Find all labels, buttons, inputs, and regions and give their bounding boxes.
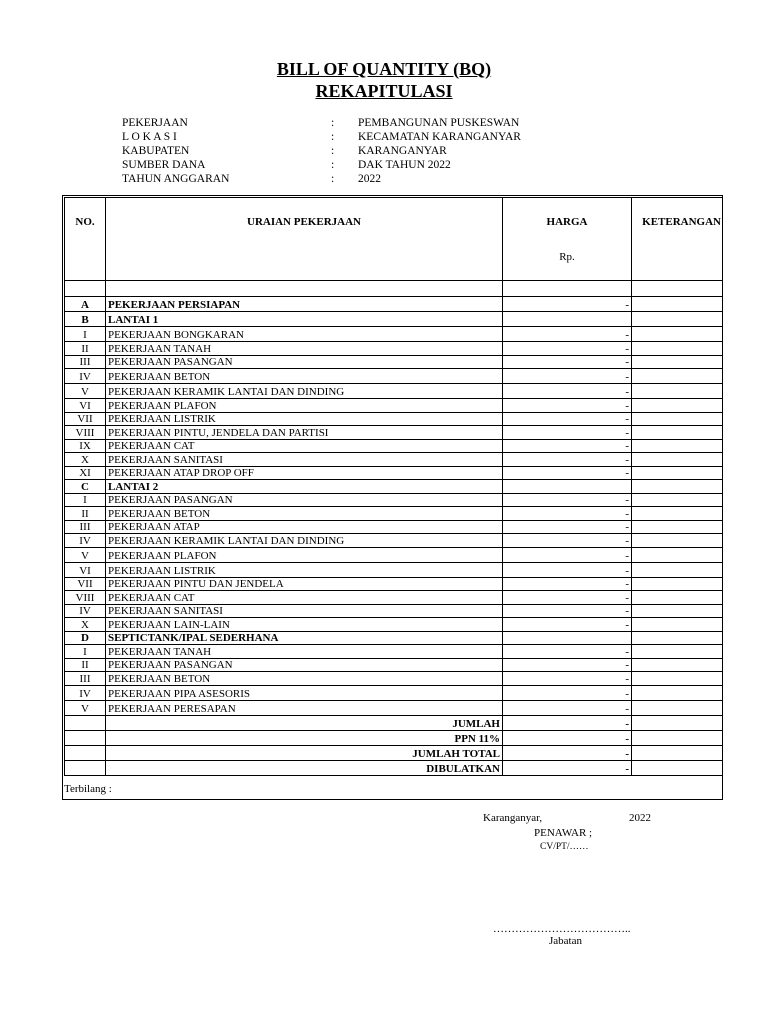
table-row — [65, 369, 723, 384]
total-empty-cell — [65, 715, 106, 730]
row-number: II — [65, 342, 106, 356]
row-keterangan — [632, 355, 723, 369]
info-value: PEMBANGUNAN PUSKESWAN — [358, 117, 520, 129]
signature-line: ……………………………….. — [493, 923, 631, 935]
signature-year: 2022 — [629, 812, 651, 824]
info-value: 2022 — [358, 173, 381, 185]
row-amount: - — [503, 591, 632, 605]
row-description: LANTAI 1 — [106, 312, 503, 327]
row-amount: - — [503, 399, 632, 413]
table-row — [65, 591, 723, 605]
row-amount — [503, 631, 632, 645]
info-label: PEKERJAAN — [122, 117, 188, 129]
row-keterangan — [632, 453, 723, 467]
row-number: VI — [65, 562, 106, 577]
row-keterangan — [632, 520, 723, 534]
info-label: L O K A S I — [122, 131, 177, 143]
row-amount: - — [503, 369, 632, 384]
table-row — [65, 507, 723, 521]
row-amount: - — [503, 520, 632, 534]
row-number: II — [65, 658, 106, 672]
row-amount: - — [503, 604, 632, 618]
signature-company: CV/PT/…… — [540, 842, 589, 852]
row-description: PEKERJAAN PERSIAPAN — [106, 297, 503, 312]
table-row — [65, 672, 723, 686]
table-row — [65, 685, 723, 700]
header-no: NO. — [65, 198, 106, 281]
total-empty-cell — [65, 760, 106, 775]
row-number: X — [65, 453, 106, 467]
table-row — [65, 453, 723, 467]
total-row — [65, 745, 723, 760]
row-amount: - — [503, 466, 632, 480]
table-header — [65, 198, 723, 281]
row-description: PEKERJAAN TANAH — [106, 645, 503, 659]
row-keterangan — [632, 672, 723, 686]
total-keterangan — [632, 760, 723, 775]
row-keterangan — [632, 412, 723, 426]
info-colon: : — [331, 173, 335, 185]
total-row — [65, 730, 723, 745]
row-description: PEKERJAAN PINTU, JENDELA DAN PARTISI — [106, 426, 503, 440]
info-colon: : — [331, 159, 335, 171]
row-keterangan — [632, 591, 723, 605]
signature-place: Karanganyar, — [483, 812, 543, 824]
total-amount: - — [503, 730, 632, 745]
row-description: PEKERJAAN BONGKARAN — [106, 327, 503, 342]
row-number: III — [65, 520, 106, 534]
row-keterangan — [632, 631, 723, 645]
row-number: A — [65, 297, 106, 312]
row-amount: - — [503, 355, 632, 369]
row-description: PEKERJAAN KERAMIK LANTAI DAN DINDING — [106, 384, 503, 399]
row-description: PEKERJAAN BETON — [106, 672, 503, 686]
row-description: PEKERJAAN PLAFON — [106, 399, 503, 413]
row-amount: - — [503, 439, 632, 453]
table-row — [65, 658, 723, 672]
row-number: C — [65, 480, 106, 494]
row-number: IV — [65, 685, 106, 700]
row-number: IX — [65, 439, 106, 453]
row-description: LANTAI 2 — [106, 480, 503, 494]
row-amount: - — [503, 412, 632, 426]
row-description: PEKERJAAN CAT — [106, 591, 503, 605]
row-number: IV — [65, 369, 106, 384]
row-keterangan — [632, 439, 723, 453]
row-description: SEPTICTANK/IPAL SEDERHANA — [106, 631, 503, 645]
row-number: D — [65, 631, 106, 645]
row-keterangan — [632, 645, 723, 659]
row-description: PEKERJAAN ATAP DROP OFF — [106, 466, 503, 480]
info-label: TAHUN ANGGARAN — [122, 173, 230, 185]
row-number: VII — [65, 412, 106, 426]
row-keterangan — [632, 466, 723, 480]
table-row — [65, 399, 723, 413]
row-description: PEKERJAAN TANAH — [106, 342, 503, 356]
row-amount: - — [503, 453, 632, 467]
table-row — [65, 327, 723, 342]
row-number: B — [65, 312, 106, 327]
row-keterangan — [632, 327, 723, 342]
signature-jabatan: Jabatan — [549, 935, 582, 947]
row-number: I — [65, 645, 106, 659]
info-value: DAK TAHUN 2022 — [358, 159, 451, 171]
row-description: PEKERJAAN BETON — [106, 507, 503, 521]
row-keterangan — [632, 493, 723, 507]
row-description: PEKERJAAN PASANGAN — [106, 658, 503, 672]
row-description: PEKERJAAN PLAFON — [106, 547, 503, 562]
table-row — [65, 439, 723, 453]
row-keterangan — [632, 604, 723, 618]
row-amount: - — [503, 700, 632, 715]
row-keterangan — [632, 700, 723, 715]
row-keterangan — [632, 534, 723, 548]
total-amount: - — [503, 745, 632, 760]
total-empty-cell — [65, 730, 106, 745]
bq-table — [64, 197, 723, 776]
table-row — [65, 297, 723, 312]
row-keterangan — [632, 297, 723, 312]
row-number: II — [65, 507, 106, 521]
row-amount: - — [503, 384, 632, 399]
total-keterangan — [632, 715, 723, 730]
table-row — [65, 493, 723, 507]
info-colon: : — [331, 145, 335, 157]
row-description: PEKERJAAN KERAMIK LANTAI DAN DINDING — [106, 534, 503, 548]
row-amount: - — [503, 685, 632, 700]
row-number: IV — [65, 534, 106, 548]
row-amount — [503, 312, 632, 327]
row-description: PEKERJAAN SANITASI — [106, 604, 503, 618]
table-row — [65, 547, 723, 562]
signature-penawar: PENAWAR ; — [534, 827, 593, 839]
header-harga — [503, 198, 632, 281]
info-value: KECAMATAN KARANGANYAR — [358, 131, 521, 143]
row-amount: - — [503, 618, 632, 632]
table-row — [65, 562, 723, 577]
row-keterangan — [632, 658, 723, 672]
info-value: KARANGANYAR — [358, 145, 447, 157]
row-number: XI — [65, 466, 106, 480]
row-description: PEKERJAAN PASANGAN — [106, 493, 503, 507]
row-amount: - — [503, 534, 632, 548]
row-amount: - — [503, 672, 632, 686]
row-description: PEKERJAAN LISTRIK — [106, 562, 503, 577]
row-number: X — [65, 618, 106, 632]
row-number: V — [65, 547, 106, 562]
row-keterangan — [632, 426, 723, 440]
header-uraian: URAIAN PEKERJAAN — [106, 198, 503, 281]
total-keterangan — [632, 745, 723, 760]
table-row — [65, 577, 723, 591]
info-label: KABUPATEN — [122, 145, 190, 157]
info-colon: : — [331, 117, 335, 129]
row-description: PEKERJAAN BETON — [106, 369, 503, 384]
header-rp: Rp. — [559, 251, 575, 263]
total-row — [65, 760, 723, 775]
row-number: VIII — [65, 591, 106, 605]
row-amount: - — [503, 658, 632, 672]
table-row — [65, 312, 723, 327]
table-row — [65, 466, 723, 480]
total-label: JUMLAH TOTAL — [106, 745, 503, 760]
row-description: PEKERJAAN SANITASI — [106, 453, 503, 467]
table-row — [65, 631, 723, 645]
table-row — [65, 355, 723, 369]
row-keterangan — [632, 562, 723, 577]
row-description: PEKERJAAN PIPA ASESORIS — [106, 685, 503, 700]
row-description: PEKERJAAN ATAP — [106, 520, 503, 534]
row-amount: - — [503, 562, 632, 577]
total-keterangan — [632, 730, 723, 745]
total-label: DIBULATKAN — [106, 760, 503, 775]
row-number: V — [65, 700, 106, 715]
row-amount: - — [503, 547, 632, 562]
document-title: BILL OF QUANTITY (BQ) — [276, 59, 492, 79]
row-amount: - — [503, 297, 632, 312]
row-amount: - — [503, 507, 632, 521]
row-amount: - — [503, 426, 632, 440]
row-keterangan — [632, 577, 723, 591]
table-row — [65, 384, 723, 399]
header-keterangan: KETERANGAN — [632, 198, 723, 281]
total-amount: - — [503, 760, 632, 775]
table-row — [65, 700, 723, 715]
row-amount: - — [503, 577, 632, 591]
table-row — [65, 412, 723, 426]
row-amount: - — [503, 327, 632, 342]
row-keterangan — [632, 342, 723, 356]
info-colon: : — [331, 131, 335, 143]
table-body — [65, 297, 723, 716]
table-row — [65, 426, 723, 440]
row-keterangan — [632, 547, 723, 562]
total-row — [65, 715, 723, 730]
row-keterangan — [632, 618, 723, 632]
row-number: I — [65, 327, 106, 342]
row-keterangan — [632, 384, 723, 399]
header-harga-label: HARGA — [546, 216, 588, 228]
row-description: PEKERJAAN PERESAPAN — [106, 700, 503, 715]
row-keterangan — [632, 480, 723, 494]
total-amount: - — [503, 715, 632, 730]
table-row — [65, 618, 723, 632]
terbilang-label: Terbilang : — [64, 783, 112, 795]
row-number: V — [65, 384, 106, 399]
row-number: VIII — [65, 426, 106, 440]
row-number: I — [65, 493, 106, 507]
row-amount: - — [503, 342, 632, 356]
row-number: III — [65, 672, 106, 686]
table-row — [65, 534, 723, 548]
row-number: IV — [65, 604, 106, 618]
table-row — [65, 520, 723, 534]
total-label: PPN 11% — [106, 730, 503, 745]
row-keterangan — [632, 399, 723, 413]
row-number: III — [65, 355, 106, 369]
total-label: JUMLAH — [106, 715, 503, 730]
table-row — [65, 342, 723, 356]
total-empty-cell — [65, 745, 106, 760]
document-subtitle: REKAPITULASI — [315, 81, 453, 101]
table-row — [65, 645, 723, 659]
row-keterangan — [632, 507, 723, 521]
row-description: PEKERJAAN LISTRIK — [106, 412, 503, 426]
row-description: PEKERJAAN LAIN-LAIN — [106, 618, 503, 632]
table-row — [65, 604, 723, 618]
row-keterangan — [632, 685, 723, 700]
header-spacer-row — [65, 281, 723, 297]
row-description: PEKERJAAN PINTU DAN JENDELA — [106, 577, 503, 591]
info-label: SUMBER DANA — [122, 159, 206, 171]
row-keterangan — [632, 369, 723, 384]
row-amount: - — [503, 493, 632, 507]
table-row — [65, 480, 723, 494]
row-keterangan — [632, 312, 723, 327]
row-description: PEKERJAAN PASANGAN — [106, 355, 503, 369]
row-description: PEKERJAAN CAT — [106, 439, 503, 453]
row-number: VII — [65, 577, 106, 591]
table-totals — [65, 715, 723, 775]
row-amount — [503, 480, 632, 494]
row-number: VI — [65, 399, 106, 413]
row-amount: - — [503, 645, 632, 659]
